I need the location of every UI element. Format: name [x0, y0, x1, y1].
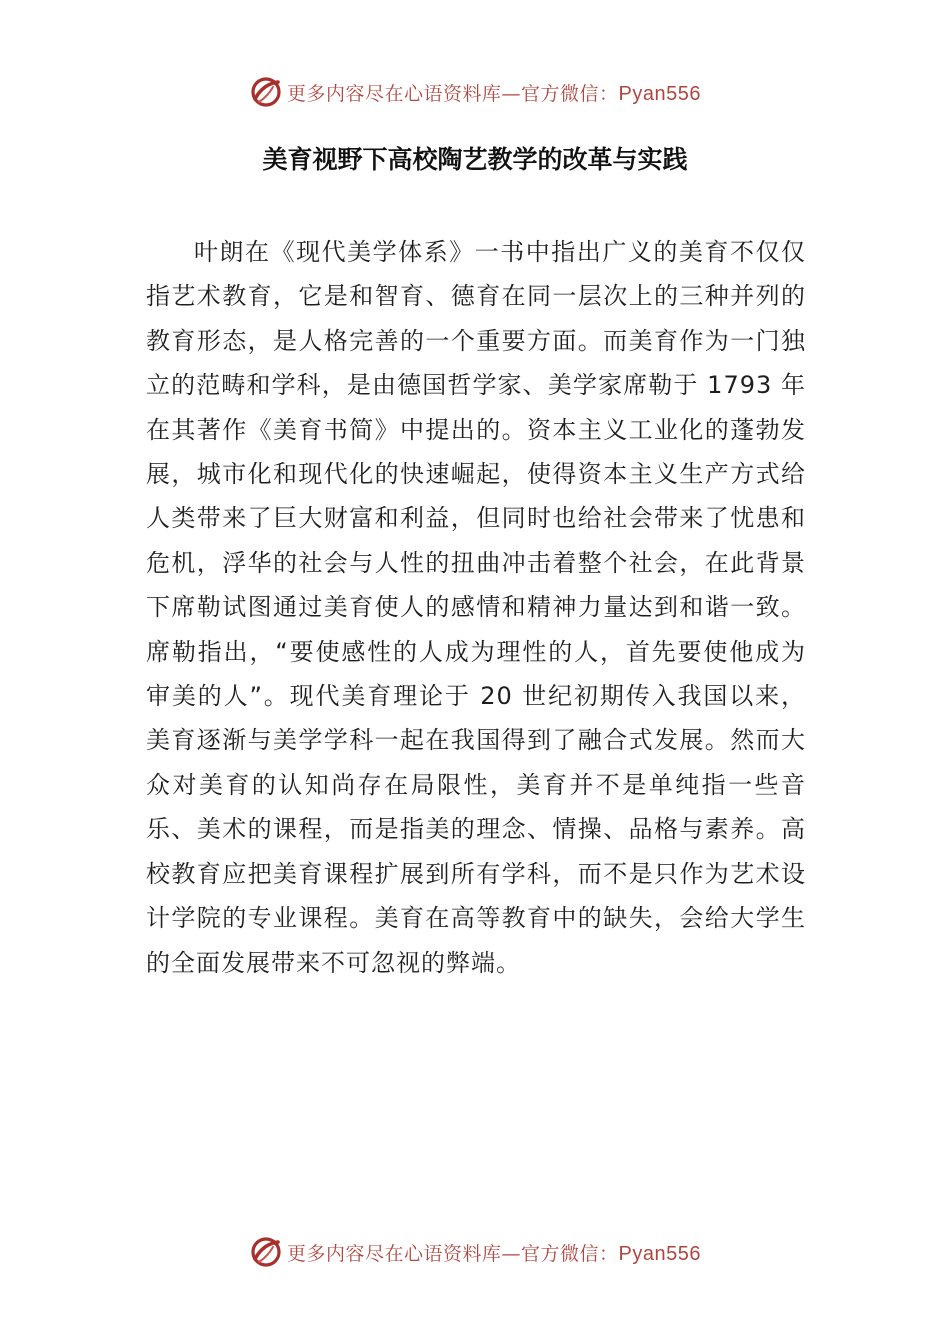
brush-swirl-logo-icon — [249, 1235, 283, 1269]
header-banner-label: 更多内容尽在心语资料库—官方微信： — [287, 82, 619, 105]
document-title: 美育视野下高校陶艺教学的改革与实践 — [262, 145, 688, 174]
header-banner — [0, 68, 950, 116]
footer-wechat-handle: Pyan556 — [618, 1242, 701, 1265]
footer-banner — [0, 1228, 950, 1276]
header-banner-text — [287, 79, 701, 106]
body-paragraph: 叶朗在《现代美学体系》一书中指出广义的美育不仅仅指艺术教育，它是和智育、德育在同一层次上的三种并列的教育形态，是人格完善的一个重要方面。而美育作为一门独立的范畴和学科，是由德国哲学家、美学家席勒于 1793 年在其著作《美育书简》中提出的。资本主义工业化的蓬勃发展，城市化和现代化的快速崛起，使得资本主义生产方式给人类带来了巨大财富和利益，但同时也给社会带来了忧患和危机，浮华的社会与人性的扭曲冲击着整个社会，在此背景下席勒试图通过美育使人的感情和精神力量达到和谐一致。席勒指出，“要使感性的人成为理性的人，首先要使他成为审美的人”。现代美育理论于 20 世纪初期传入我国以来，美育逐渐与美学学科一起在我国得到了融合式发展。然而大众对美育的认知尚存在局限性，美育并不是单纯指一些音乐、美术的课程，而是指美的理念、情操、品格与素养。高校教育应把美育课程扩展到所有学科，而不是只作为艺术设计学院的专业课程。美育在高等教育中的缺失，会给大学生的全面发展带来不可忽视的弊端。 — [146, 238, 806, 977]
footer-banner-label: 更多内容尽在心语资料库—官方微信： — [287, 1242, 619, 1265]
footer-banner-text — [287, 1239, 701, 1266]
brush-swirl-logo-icon — [249, 75, 283, 109]
header-wechat-handle: Pyan556 — [618, 82, 701, 105]
